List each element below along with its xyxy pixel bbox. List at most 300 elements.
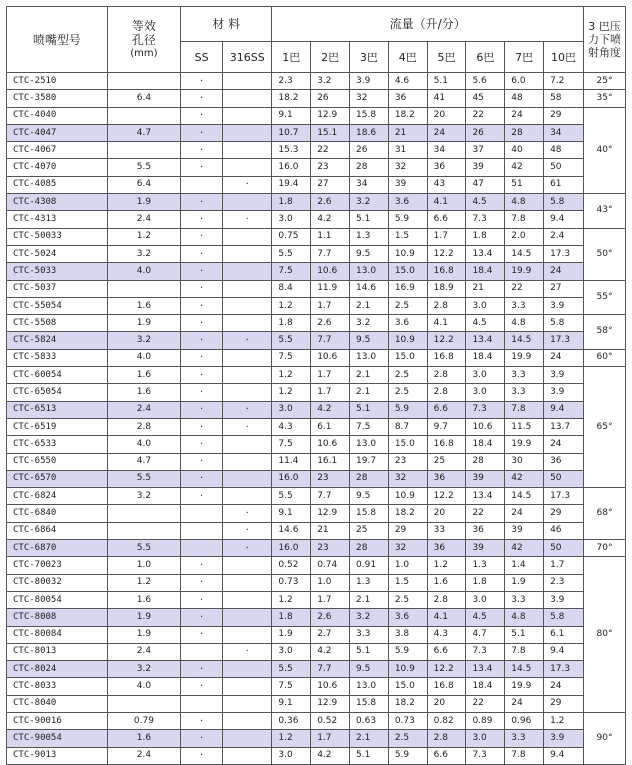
cell-flow: 32 — [388, 159, 427, 176]
cell-spray-angle: 43° — [583, 194, 625, 229]
cell-flow: 15.3 — [272, 142, 311, 159]
cell-flow: 18.4 — [466, 436, 505, 453]
cell-flow: 3.0 — [466, 384, 505, 401]
cell-material-316ss — [223, 349, 272, 366]
cell-flow: 41 — [427, 90, 466, 107]
cell-flow: 5.5 — [272, 488, 311, 505]
cell-flow: 14.5 — [505, 488, 544, 505]
cell-flow: 4.8 — [505, 315, 544, 332]
cell-spray-angle: 70° — [583, 540, 625, 557]
cell-flow: 5.1 — [350, 643, 389, 660]
table-row — [7, 176, 626, 193]
cell-material-ss: · — [181, 574, 223, 591]
cell-material-316ss — [223, 263, 272, 280]
cell-flow: 13.7 — [544, 418, 584, 435]
cell-flow: 16.8 — [427, 436, 466, 453]
cell-flow: 15.8 — [350, 505, 389, 522]
cell-material-316ss — [223, 142, 272, 159]
cell-material-ss: · — [181, 488, 223, 505]
cell-flow: 34 — [544, 124, 584, 141]
cell-flow: 3.9 — [544, 384, 584, 401]
cell-flow: 3.9 — [544, 730, 584, 747]
cell-diameter: 1.9 — [107, 315, 180, 332]
cell-material-316ss: · — [223, 643, 272, 660]
cell-diameter: 4.0 — [107, 436, 180, 453]
cell-flow: 18.6 — [350, 124, 389, 141]
cell-model: CTC-5024 — [7, 245, 108, 262]
cell-flow: 1.5 — [388, 574, 427, 591]
cell-material-ss — [181, 176, 223, 193]
cell-flow: 5.1 — [350, 211, 389, 228]
cell-flow: 29 — [388, 522, 427, 539]
header-flow: 流量（升/分） — [272, 7, 584, 42]
cell-model: CTC-6519 — [7, 418, 108, 435]
cell-spray-angle: 58° — [583, 315, 625, 350]
cell-material-316ss — [223, 436, 272, 453]
cell-flow: 1.2 — [272, 730, 311, 747]
cell-flow: 3.6 — [388, 609, 427, 626]
cell-flow: 11.5 — [505, 418, 544, 435]
cell-diameter — [107, 505, 180, 522]
cell-material-ss: · — [181, 194, 223, 211]
cell-flow: 10.9 — [388, 661, 427, 678]
cell-flow: 9.5 — [350, 488, 389, 505]
cell-model: CTC-80032 — [7, 574, 108, 591]
cell-flow: 13.0 — [350, 349, 389, 366]
cell-flow: 7.3 — [466, 401, 505, 418]
cell-flow: 32 — [350, 90, 389, 107]
cell-flow: 7.8 — [505, 401, 544, 418]
table-row — [7, 280, 626, 297]
cell-flow: 26 — [350, 142, 389, 159]
cell-diameter: 3.2 — [107, 332, 180, 349]
cell-flow: 13.4 — [466, 245, 505, 262]
cell-flow: 18.4 — [466, 678, 505, 695]
cell-flow: 17.3 — [544, 332, 584, 349]
cell-model: CTC-4070 — [7, 159, 108, 176]
cell-flow: 3.2 — [350, 194, 389, 211]
cell-flow: 29 — [544, 505, 584, 522]
cell-diameter: 2.4 — [107, 401, 180, 418]
cell-diameter — [107, 107, 180, 124]
cell-flow: 9.1 — [272, 505, 311, 522]
cell-flow: 42 — [505, 470, 544, 487]
cell-flow: 9.5 — [350, 332, 389, 349]
header-pressure: 10巴 — [544, 42, 584, 73]
cell-diameter: 6.4 — [107, 90, 180, 107]
cell-flow: 28 — [466, 453, 505, 470]
cell-material-ss: · — [181, 367, 223, 384]
table-row — [7, 540, 626, 557]
cell-flow: 0.74 — [311, 557, 350, 574]
cell-flow: 16.0 — [272, 540, 311, 557]
cell-material-ss: · — [181, 384, 223, 401]
cell-flow: 9.1 — [272, 107, 311, 124]
cell-diameter: 0.79 — [107, 712, 180, 729]
cell-model: CTC-6864 — [7, 522, 108, 539]
cell-material-316ss: · — [223, 418, 272, 435]
cell-material-ss — [181, 643, 223, 660]
cell-material-ss: · — [181, 280, 223, 297]
cell-flow: 5.6 — [466, 73, 505, 90]
cell-flow: 17.3 — [544, 488, 584, 505]
cell-flow: 16.9 — [388, 280, 427, 297]
cell-flow: 3.3 — [505, 730, 544, 747]
cell-model: CTC-5508 — [7, 315, 108, 332]
cell-flow: 24 — [505, 505, 544, 522]
cell-flow: 2.1 — [350, 591, 389, 608]
cell-model: CTC-9013 — [7, 747, 108, 764]
header-model: 喷嘴型号 — [7, 7, 108, 73]
cell-flow: 1.6 — [427, 574, 466, 591]
cell-flow: 24 — [544, 678, 584, 695]
cell-material-ss: · — [181, 349, 223, 366]
cell-material-316ss — [223, 90, 272, 107]
cell-flow: 15.8 — [350, 107, 389, 124]
cell-model: CTC-4308 — [7, 194, 108, 211]
cell-flow: 24 — [544, 349, 584, 366]
cell-material-ss: · — [181, 418, 223, 435]
cell-flow: 9.4 — [544, 643, 584, 660]
cell-material-ss: · — [181, 245, 223, 262]
cell-flow: 31 — [388, 142, 427, 159]
cell-flow: 7.7 — [311, 245, 350, 262]
cell-material-ss: · — [181, 90, 223, 107]
cell-flow: 0.63 — [350, 712, 389, 729]
cell-flow: 10.9 — [388, 332, 427, 349]
cell-flow: 16.0 — [272, 159, 311, 176]
cell-flow: 1.3 — [350, 574, 389, 591]
table-row — [7, 315, 626, 332]
cell-flow: 33 — [427, 522, 466, 539]
cell-diameter: 1.9 — [107, 194, 180, 211]
cell-diameter: 2.4 — [107, 747, 180, 764]
cell-flow: 34 — [350, 176, 389, 193]
cell-flow: 13.4 — [466, 332, 505, 349]
cell-flow: 21 — [388, 124, 427, 141]
cell-material-ss: · — [181, 678, 223, 695]
cell-material-ss: · — [181, 159, 223, 176]
cell-model: CTC-60054 — [7, 367, 108, 384]
table-row — [7, 245, 626, 262]
cell-flow: 2.1 — [350, 367, 389, 384]
cell-flow: 0.75 — [272, 228, 311, 245]
cell-flow: 24 — [505, 107, 544, 124]
cell-flow: 1.8 — [272, 194, 311, 211]
table-row — [7, 661, 626, 678]
table-row — [7, 194, 626, 211]
cell-material-316ss — [223, 228, 272, 245]
table-row — [7, 453, 626, 470]
cell-material-316ss — [223, 124, 272, 141]
cell-flow: 9.1 — [272, 695, 311, 712]
cell-flow: 29 — [544, 107, 584, 124]
cell-flow: 4.1 — [427, 315, 466, 332]
cell-flow: 2.6 — [311, 609, 350, 626]
cell-material-316ss — [223, 712, 272, 729]
cell-flow: 5.1 — [350, 747, 389, 764]
cell-flow: 1.7 — [311, 730, 350, 747]
cell-flow: 24 — [505, 695, 544, 712]
cell-flow: 1.5 — [388, 228, 427, 245]
cell-flow: 1.2 — [427, 557, 466, 574]
cell-flow: 12.9 — [311, 107, 350, 124]
cell-flow: 4.3 — [272, 418, 311, 435]
cell-flow: 3.0 — [466, 591, 505, 608]
cell-material-316ss: · — [223, 505, 272, 522]
cell-model: CTC-6870 — [7, 540, 108, 557]
cell-flow: 12.9 — [311, 505, 350, 522]
cell-flow: 32 — [388, 470, 427, 487]
cell-flow: 18.4 — [466, 263, 505, 280]
cell-flow: 0.91 — [350, 557, 389, 574]
cell-material-ss: · — [181, 124, 223, 141]
cell-flow: 17.3 — [544, 661, 584, 678]
cell-material-ss: · — [181, 401, 223, 418]
table-row — [7, 730, 626, 747]
cell-material-ss: · — [181, 591, 223, 608]
cell-flow: 13.4 — [466, 488, 505, 505]
cell-flow: 40 — [505, 142, 544, 159]
cell-diameter: 1.6 — [107, 367, 180, 384]
table-row — [7, 107, 626, 124]
cell-flow: 4.2 — [311, 643, 350, 660]
cell-flow: 18.4 — [466, 349, 505, 366]
cell-flow: 15.0 — [388, 678, 427, 695]
cell-material-316ss — [223, 453, 272, 470]
cell-flow: 9.5 — [350, 661, 389, 678]
header-pressure: 3巴 — [350, 42, 389, 73]
cell-flow: 37 — [466, 142, 505, 159]
cell-flow: 1.8 — [272, 609, 311, 626]
cell-flow: 18.2 — [388, 695, 427, 712]
cell-flow: 24 — [544, 263, 584, 280]
cell-flow: 4.8 — [505, 194, 544, 211]
cell-diameter: 2.8 — [107, 418, 180, 435]
cell-material-ss: · — [181, 661, 223, 678]
cell-flow: 5.5 — [272, 332, 311, 349]
cell-model: CTC-6513 — [7, 401, 108, 418]
cell-material-316ss — [223, 280, 272, 297]
cell-model: CTC-4067 — [7, 142, 108, 159]
cell-flow: 1.2 — [272, 384, 311, 401]
cell-material-316ss — [223, 488, 272, 505]
cell-flow: 45 — [466, 90, 505, 107]
cell-flow: 2.1 — [350, 730, 389, 747]
cell-flow: 10.6 — [311, 263, 350, 280]
cell-diameter: 5.5 — [107, 540, 180, 557]
cell-flow: 0.82 — [427, 712, 466, 729]
cell-flow: 9.4 — [544, 211, 584, 228]
cell-spray-angle: 50° — [583, 228, 625, 280]
cell-material-ss — [181, 540, 223, 557]
cell-flow: 12.2 — [427, 488, 466, 505]
cell-flow: 18.9 — [427, 280, 466, 297]
table-row — [7, 142, 626, 159]
cell-material-316ss: · — [223, 540, 272, 557]
table-row — [7, 626, 626, 643]
cell-flow: 7.5 — [272, 263, 311, 280]
cell-flow: 15.8 — [350, 695, 389, 712]
cell-flow: 2.3 — [544, 574, 584, 591]
cell-flow: 3.0 — [272, 643, 311, 660]
cell-flow: 22 — [466, 505, 505, 522]
cell-flow: 1.7 — [311, 297, 350, 314]
cell-flow: 7.5 — [272, 349, 311, 366]
cell-model: CTC-5833 — [7, 349, 108, 366]
cell-flow: 15.0 — [388, 349, 427, 366]
cell-material-316ss: · — [223, 176, 272, 193]
cell-material-316ss — [223, 384, 272, 401]
header-pressure: 5巴 — [427, 42, 466, 73]
cell-flow: 10.7 — [272, 124, 311, 141]
cell-material-ss: · — [181, 470, 223, 487]
cell-flow: 14.6 — [350, 280, 389, 297]
cell-flow: 1.2 — [272, 367, 311, 384]
cell-flow: 7.7 — [311, 661, 350, 678]
cell-flow: 4.5 — [466, 194, 505, 211]
cell-diameter: 4.0 — [107, 349, 180, 366]
cell-flow: 3.3 — [505, 367, 544, 384]
cell-material-ss: · — [181, 557, 223, 574]
cell-diameter: 4.7 — [107, 124, 180, 141]
cell-flow: 48 — [505, 90, 544, 107]
cell-flow: 5.1 — [505, 626, 544, 643]
cell-flow: 22 — [466, 695, 505, 712]
cell-flow: 13.0 — [350, 678, 389, 695]
cell-flow: 11.4 — [272, 453, 311, 470]
cell-flow: 19.9 — [505, 678, 544, 695]
cell-material-ss: · — [181, 609, 223, 626]
cell-flow: 7.5 — [272, 678, 311, 695]
cell-spray-angle: 55° — [583, 280, 625, 315]
table-row — [7, 228, 626, 245]
cell-flow: 2.5 — [388, 367, 427, 384]
cell-diameter — [107, 142, 180, 159]
cell-flow: 4.6 — [388, 73, 427, 90]
cell-flow: 2.1 — [350, 384, 389, 401]
cell-diameter: 1.9 — [107, 626, 180, 643]
cell-material-ss: · — [181, 626, 223, 643]
header-material-316ss: 316SS — [223, 42, 272, 73]
cell-material-316ss — [223, 591, 272, 608]
cell-flow: 26 — [311, 90, 350, 107]
cell-flow: 6.1 — [311, 418, 350, 435]
cell-flow: 2.8 — [427, 730, 466, 747]
cell-material-316ss — [223, 315, 272, 332]
cell-diameter: 3.2 — [107, 488, 180, 505]
cell-flow: 4.1 — [427, 609, 466, 626]
table-row — [7, 124, 626, 141]
cell-flow: 39 — [505, 522, 544, 539]
cell-flow: 3.6 — [388, 315, 427, 332]
cell-flow: 19.7 — [350, 453, 389, 470]
cell-flow: 5.5 — [272, 661, 311, 678]
cell-flow: 10.9 — [388, 488, 427, 505]
cell-model: CTC-6533 — [7, 436, 108, 453]
cell-material-316ss — [223, 626, 272, 643]
cell-flow: 2.8 — [427, 384, 466, 401]
cell-flow: 3.0 — [272, 747, 311, 764]
cell-flow: 27 — [544, 280, 584, 297]
cell-flow: 7.5 — [272, 436, 311, 453]
cell-flow: 0.73 — [388, 712, 427, 729]
cell-flow: 46 — [544, 522, 584, 539]
cell-flow: 0.96 — [505, 712, 544, 729]
cell-flow: 36 — [544, 453, 584, 470]
cell-flow: 1.9 — [505, 574, 544, 591]
cell-flow: 16.1 — [311, 453, 350, 470]
cell-diameter — [107, 522, 180, 539]
cell-flow: 36 — [388, 90, 427, 107]
cell-flow: 3.0 — [466, 367, 505, 384]
spec-table-wrapper — [6, 6, 626, 765]
cell-flow: 42 — [505, 540, 544, 557]
cell-material-316ss: · — [223, 401, 272, 418]
cell-flow: 2.5 — [388, 730, 427, 747]
cell-flow: 1.2 — [272, 297, 311, 314]
cell-diameter: 6.4 — [107, 176, 180, 193]
cell-diameter: 2.4 — [107, 643, 180, 660]
cell-model: CTC-4085 — [7, 176, 108, 193]
header-pressure: 4巴 — [388, 42, 427, 73]
cell-material-ss: · — [181, 453, 223, 470]
cell-flow: 7.8 — [505, 747, 544, 764]
cell-model: CTC-5033 — [7, 263, 108, 280]
table-row — [7, 367, 626, 384]
cell-diameter: 3.2 — [107, 661, 180, 678]
cell-flow: 1.3 — [466, 557, 505, 574]
cell-flow: 6.6 — [427, 211, 466, 228]
cell-material-316ss — [223, 367, 272, 384]
cell-flow: 3.3 — [350, 626, 389, 643]
cell-flow: 20 — [427, 107, 466, 124]
cell-diameter: 4.7 — [107, 453, 180, 470]
cell-diameter: 1.6 — [107, 384, 180, 401]
cell-material-316ss — [223, 470, 272, 487]
cell-material-ss: · — [181, 747, 223, 764]
header-pressure: 6巴 — [466, 42, 505, 73]
cell-model: CTC-4313 — [7, 211, 108, 228]
cell-flow: 19.9 — [505, 349, 544, 366]
cell-material-316ss — [223, 574, 272, 591]
cell-flow: 5.1 — [350, 401, 389, 418]
cell-material-316ss — [223, 678, 272, 695]
cell-model: CTC-8013 — [7, 643, 108, 660]
cell-flow: 1.7 — [427, 228, 466, 245]
cell-flow: 1.9 — [272, 626, 311, 643]
cell-flow: 10.6 — [311, 678, 350, 695]
table-row — [7, 574, 626, 591]
cell-flow: 2.5 — [388, 591, 427, 608]
cell-flow: 36 — [427, 470, 466, 487]
cell-flow: 18.2 — [388, 107, 427, 124]
cell-flow: 5.5 — [272, 245, 311, 262]
cell-model: CTC-80054 — [7, 591, 108, 608]
cell-material-ss — [181, 695, 223, 712]
cell-material-ss: · — [181, 263, 223, 280]
cell-material-ss: · — [181, 107, 223, 124]
cell-flow: 61 — [544, 176, 584, 193]
cell-material-ss: · — [181, 142, 223, 159]
cell-flow: 6.0 — [505, 73, 544, 90]
cell-model: CTC-6824 — [7, 488, 108, 505]
header-diameter-label: 等效孔径 — [131, 18, 156, 47]
cell-flow: 1.2 — [272, 591, 311, 608]
cell-flow: 7.5 — [350, 418, 389, 435]
cell-material-316ss — [223, 730, 272, 747]
cell-flow: 42 — [505, 159, 544, 176]
